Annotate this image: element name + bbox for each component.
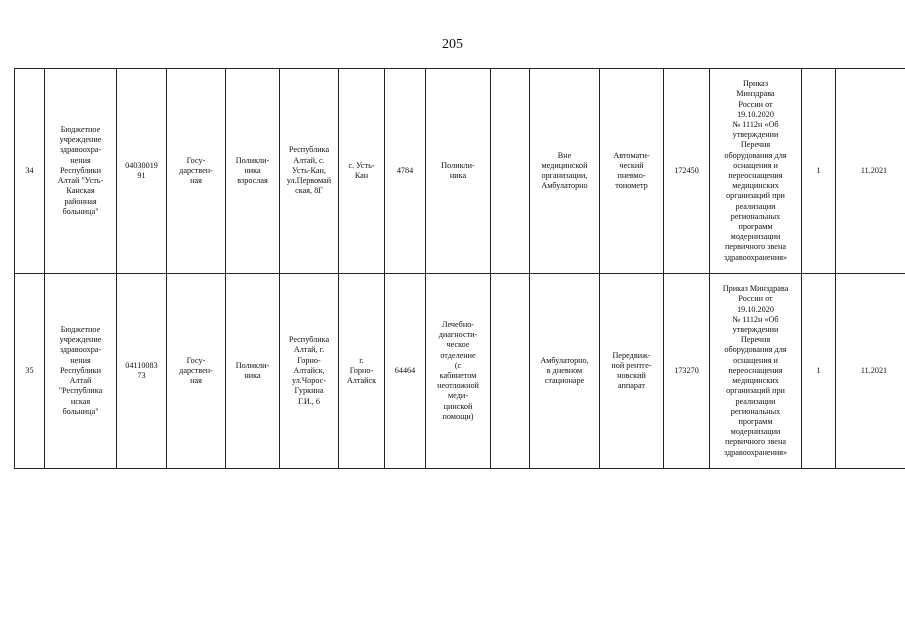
organization-cell: Бюджетное учреждение здравоохра- нения Республики Алтай "Республика нская больница"	[45, 274, 117, 469]
department-cell: Поликли- ника	[426, 69, 491, 274]
department-cell: Лечебно- диагности- ческое отделение (с кабинетом неотложной меди- цинской помощи)	[426, 274, 491, 469]
population-cell: 4784	[385, 69, 426, 274]
date-cell: 11.2021	[836, 69, 905, 274]
quantity-cell: 1	[802, 69, 836, 274]
legal-basis-cell: Приказ Минздрава России от 19.10.2020 № 1112н «Об утверждении Перечня оборудования для оснащения и переоснащения медицинских организаций при реализации региональных программ модернизации первичного звена здравоохранения»	[710, 69, 802, 274]
page-number: 205	[442, 37, 463, 52]
equipment-registry-table	[14, 68, 905, 469]
equipment-name-cell: Передвиж- ной рентге- новский аппарат	[600, 274, 664, 469]
table-row	[15, 69, 905, 274]
address-cell: Республика Алтай, с. Усть-Кан, ул.Первомай ская, 8Г	[280, 69, 339, 274]
table-row	[15, 274, 905, 469]
equipment-code-cell: 172450	[664, 69, 710, 274]
ownership-cell: Госу- дарствен- ная	[167, 274, 226, 469]
locality-cell: г. Горно- Алтайск	[339, 274, 385, 469]
organization-cell: Бюджетное учреждение здравоохра- нения Республики Алтай "Усть- Канская районная больница"	[45, 69, 117, 274]
row-number-cell: 35	[15, 274, 45, 469]
facility-type-cell: Поликли- ника	[226, 274, 280, 469]
row-number-cell: 34	[15, 69, 45, 274]
population-cell: 64464	[385, 274, 426, 469]
locality-cell: с. Усть- Кан	[339, 69, 385, 274]
empty-cell	[491, 69, 530, 274]
care-conditions-cell: Вне медицинской организации, Амбулаторно	[530, 69, 600, 274]
organization-code-cell: 04030019 91	[117, 69, 167, 274]
empty-cell	[491, 274, 530, 469]
equipment-name-cell: Автомати- ческий пневмо- тонометр	[600, 69, 664, 274]
facility-type-cell: Поликли- ника взрослая	[226, 69, 280, 274]
organization-code-cell: 04110083 73	[117, 274, 167, 469]
equipment-code-cell: 173270	[664, 274, 710, 469]
legal-basis-cell: Приказ Минздрава России от 19.10.2020 № 1112н «Об утверждении Перечня оборудования для оснащения и переоснащения медицинских организаций при реализации региональных программ модернизации первичного звена здравоохранения»	[710, 274, 802, 469]
ownership-cell: Госу- дарствен- ная	[167, 69, 226, 274]
address-cell: Республика Алтай, г. Горно- Алтайск, ул.Чорос- Гуркина Г.И., 6	[280, 274, 339, 469]
quantity-cell: 1	[802, 274, 836, 469]
care-conditions-cell: Амбулаторно, в дневном стационаре	[530, 274, 600, 469]
date-cell: 11.2021	[836, 274, 905, 469]
